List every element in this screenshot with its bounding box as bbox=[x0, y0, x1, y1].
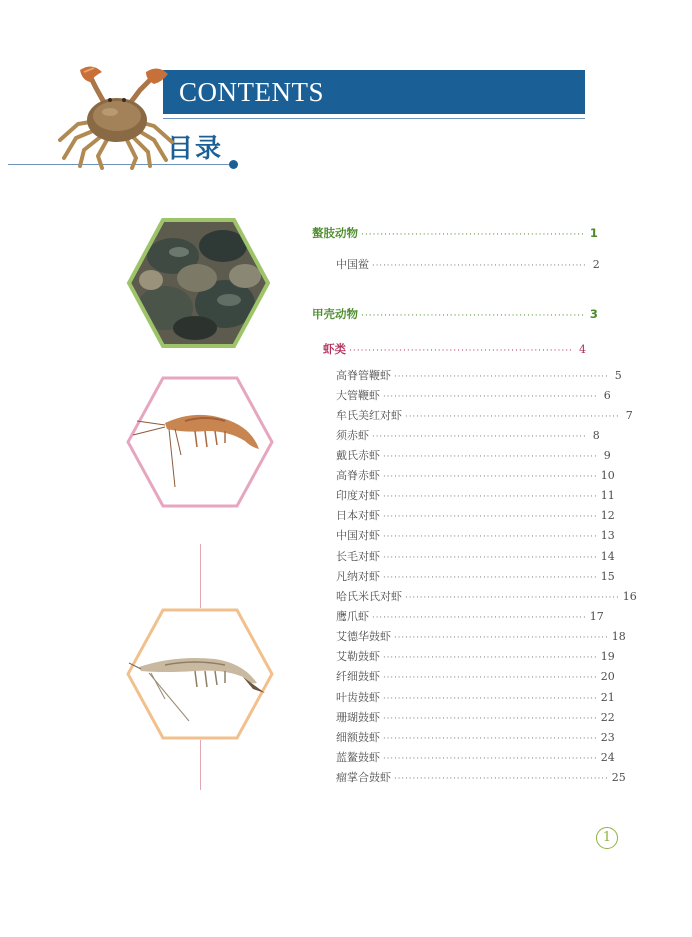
toc-label: 虾类 bbox=[323, 342, 346, 356]
contents-banner bbox=[163, 70, 585, 114]
toc-page: 5 bbox=[614, 369, 622, 382]
toc-item[interactable] bbox=[336, 527, 615, 543]
toc-leader: ·························································· bbox=[394, 774, 609, 784]
toc-leader: ·························································· bbox=[383, 553, 598, 563]
toc-label: 细额鼓虾 bbox=[336, 731, 380, 744]
toc-item[interactable] bbox=[336, 608, 604, 624]
toc-item[interactable] bbox=[336, 387, 611, 403]
toc-label: 艾勒鼓虾 bbox=[336, 650, 380, 663]
toc-leader: ·························································· bbox=[349, 346, 573, 356]
toc-label: 高脊管鞭虾 bbox=[336, 369, 391, 382]
hexagon-image-shrimp bbox=[125, 375, 275, 509]
toc-leader: ·························································· bbox=[394, 633, 609, 643]
toc-page: 15 bbox=[600, 570, 615, 583]
toc-leader: ·························································· bbox=[405, 593, 620, 603]
toc-page: 7 bbox=[625, 409, 633, 422]
toc-page: 10 bbox=[600, 469, 615, 482]
toc-item[interactable] bbox=[336, 668, 615, 684]
toc-item[interactable] bbox=[336, 588, 637, 604]
toc-label: 牟氏美红对虾 bbox=[336, 409, 402, 422]
toc-leader: ·························································· bbox=[383, 392, 598, 402]
toc-label: 瘤掌合鼓虾 bbox=[336, 771, 391, 784]
toc-item[interactable] bbox=[336, 749, 615, 765]
page-number-badge: 1 bbox=[596, 827, 618, 849]
toc-subsection-shrimp[interactable] bbox=[323, 341, 586, 357]
toc-leader: ·························································· bbox=[361, 230, 585, 240]
toc-leader: ·························································· bbox=[394, 372, 609, 382]
header-rule-dot bbox=[229, 160, 238, 169]
toc-page: 25 bbox=[611, 771, 626, 784]
toc-leader: ·························································· bbox=[383, 653, 598, 663]
toc-page: 17 bbox=[589, 610, 604, 623]
toc-label: 日本对虾 bbox=[336, 509, 380, 522]
contents-title: CONTENTS bbox=[179, 77, 324, 107]
toc-item[interactable] bbox=[336, 507, 615, 523]
toc-label: 印度对虾 bbox=[336, 489, 380, 502]
toc-label: 戴氏赤虾 bbox=[336, 449, 380, 462]
toc-label: 凡纳对虾 bbox=[336, 570, 380, 583]
banner-underline bbox=[163, 118, 585, 119]
toc-leader: ·························································· bbox=[383, 512, 598, 522]
toc-label: 叶齿鼓虾 bbox=[336, 691, 380, 704]
toc-item[interactable] bbox=[336, 548, 615, 564]
connector-line-top bbox=[200, 544, 201, 608]
toc-label: 蓝鳌鼓虾 bbox=[336, 751, 380, 764]
toc-label: 螯肢动物 bbox=[312, 226, 358, 240]
toc-label: 纤细鼓虾 bbox=[336, 670, 380, 683]
toc-item[interactable] bbox=[336, 256, 600, 272]
toc-page: 13 bbox=[600, 529, 615, 542]
crab-illustration bbox=[50, 62, 182, 170]
toc-label: 高脊赤虾 bbox=[336, 469, 380, 482]
toc-page: 22 bbox=[600, 711, 615, 724]
toc-item[interactable] bbox=[336, 487, 615, 503]
toc-page: 24 bbox=[600, 751, 615, 764]
toc-leader: ·························································· bbox=[383, 472, 598, 482]
toc-item[interactable] bbox=[336, 709, 615, 725]
toc-label: 哈氏米氏对虾 bbox=[336, 590, 402, 603]
toc-item[interactable] bbox=[336, 648, 615, 664]
toc-leader: ·························································· bbox=[383, 714, 598, 724]
toc-item[interactable] bbox=[336, 447, 611, 463]
toc-page: 11 bbox=[600, 489, 615, 502]
toc-leader: ·························································· bbox=[372, 613, 587, 623]
toc-leader: ·························································· bbox=[372, 432, 587, 442]
toc-leader: ·························································· bbox=[383, 673, 598, 683]
toc-label: 艾德华鼓虾 bbox=[336, 630, 391, 643]
toc-page: 21 bbox=[600, 691, 615, 704]
toc-page: 14 bbox=[600, 550, 615, 563]
toc-item[interactable] bbox=[336, 407, 633, 423]
toc-label: 长毛对虾 bbox=[336, 550, 380, 563]
toc-item[interactable] bbox=[336, 628, 626, 644]
toc-leader: ·························································· bbox=[383, 734, 598, 744]
toc-item[interactable] bbox=[336, 769, 626, 785]
toc-page: 2 bbox=[592, 258, 600, 271]
toc-item[interactable] bbox=[336, 367, 622, 383]
toc-item[interactable] bbox=[336, 689, 615, 705]
toc-item[interactable] bbox=[336, 568, 615, 584]
toc-leader: ·························································· bbox=[361, 311, 585, 321]
toc-leader: ·························································· bbox=[383, 694, 598, 704]
toc-page: 16 bbox=[622, 590, 637, 603]
toc-label: 鹰爪虾 bbox=[336, 610, 369, 623]
contents-subtitle-zh: 目录 bbox=[167, 134, 224, 164]
toc-page: 8 bbox=[592, 429, 600, 442]
toc-page: 19 bbox=[600, 650, 615, 663]
toc-page: 23 bbox=[600, 731, 615, 744]
toc-page: 12 bbox=[600, 509, 615, 522]
toc-page: 9 bbox=[603, 449, 611, 462]
toc-section-chelicerata[interactable] bbox=[312, 225, 598, 241]
hexagon-image-prawn bbox=[125, 607, 275, 741]
hexagon-image-horseshoe-crabs bbox=[125, 216, 272, 350]
toc-label: 中国对虾 bbox=[336, 529, 380, 542]
toc-leader: ·························································· bbox=[383, 573, 598, 583]
toc-label: 大管鞭虾 bbox=[336, 389, 380, 402]
toc-page: 4 bbox=[578, 343, 586, 356]
toc-page: 20 bbox=[600, 670, 615, 683]
toc-label: 中国鲎 bbox=[336, 258, 369, 271]
toc-item[interactable] bbox=[336, 427, 600, 443]
toc-leader: ·························································· bbox=[383, 532, 598, 542]
toc-label: 须赤虾 bbox=[336, 429, 369, 442]
toc-leader: ·························································· bbox=[383, 452, 598, 462]
connector-line-bottom bbox=[200, 740, 201, 790]
toc-label: 甲壳动物 bbox=[312, 307, 358, 321]
toc-leader: ·························································· bbox=[405, 412, 620, 422]
toc-section-crustacea[interactable] bbox=[312, 306, 598, 322]
toc-leader: ·························································· bbox=[383, 754, 598, 764]
toc-page: 1 bbox=[589, 226, 598, 240]
toc-page: 18 bbox=[611, 630, 626, 643]
toc-item[interactable] bbox=[336, 467, 615, 483]
toc-page: 6 bbox=[603, 389, 611, 402]
toc-page: 3 bbox=[589, 307, 598, 321]
toc-item[interactable] bbox=[336, 729, 615, 745]
toc-leader: ·························································· bbox=[372, 261, 587, 271]
toc-label: 珊瑚鼓虾 bbox=[336, 711, 380, 724]
toc-leader: ·························································· bbox=[383, 492, 598, 502]
